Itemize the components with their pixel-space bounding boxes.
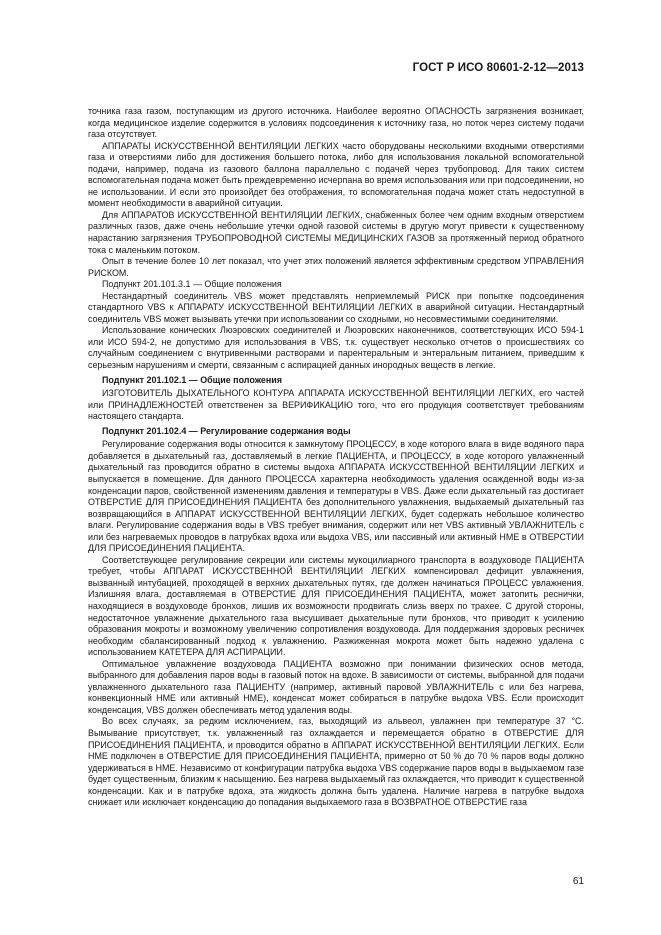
paragraph: ИЗГОТОВИТЕЛЬ ДЫХАТЕЛЬНОГО КОНТУРА АППАРАТА ИСКУССТВЕННОЙ ВЕНТИЛЯЦИИ ЛЕГКИХ, его частей или ПРИНАДЛЕЖНОСТЕЙ ответственен за ВЕРИФИКАЦИЮ того, что его продукция соответствует требованиям настоящего стандарта. [88, 388, 584, 422]
paragraph: Нестандартный соединитель VBS может представлять неприемлемый РИСК при попытке подсоединения стандартного VBS к АППАРАТУ ИСКУССТВЕННОЙ ВЕНТИЛЯЦИИ ЛЕГКИХ в аварийной ситуации. Нестандартный соединитель VBS может вызывать утечки при использовании со сходными, но несовместимыми соединителями. [88, 290, 584, 324]
page-number: 61 [572, 876, 584, 887]
paragraph: Использование конических Люэровских соединителей и Люэровских наконечников, соответствующих ИСО 594-1 или ИСО 594-2, не допустимо для использования в VBS, т.к. существует несколько отчетов о происшествиях со случайным соединением с внутривенными растворами и парентеральным и энтеральным питанием, приведшим к серьезным нарушениям и смерти, связанным с аспирацией данных инородных веществ в легкие. [88, 325, 584, 371]
document-header: ГОСТ Р ИСО 80601-2-12—2013 [412, 62, 584, 74]
subclause-heading: Подпункт 201.102.4 — Регулирование содержания воды [102, 425, 351, 436]
paragraph: Оптимальное увлажнение воздуховода ПАЦИЕНТА возможно при понимании физических основ метода, выбранного для добавления паров воды в газовый поток на вдохе. В зависимости от системы, выбранной для подачи увлажненного дыхательного газа ПАЦИЕНТУ (например, активный паровой УВЛАЖНИТЕЛЬ с или без нагрева, конвекционный HME или активный HME), конденсат может собираться в патрубке выдоха VBS. Если происходит конденсация, VBS должен обеспечивать метод удаления воды. [88, 658, 584, 715]
paragraph: Для АППАРАТОВ ИСКУССТВЕННОЙ ВЕНТИЛЯЦИИ ЛЕГКИХ, снабженных более чем одним входным отверстием различных газов, даже очень небольшие утечки одной газовой системы в другую могут привести к существенному нарастанию загрязнения ТРУБОПРОВОДНОЙ СИСТЕМЫ МЕДИЦИНСКИХ ГАЗОВ за протяженный период обратного тока с маленьким потоком. [88, 209, 584, 255]
paragraph: Опыт в течение более 10 лет показал, что учет этих положений является эффективным средством УПРАВЛЕНИЯ РИСКОМ. [88, 256, 584, 278]
paragraph: Соответствующее регулирование секреции или системы мукоцилиарного транспорта в воздуховоде ПАЦИЕНТА требует, чтобы АППАРАТ ИСКУССТВЕННОЙ ВЕНТИЛЯЦИИ ЛЕГКИХ компенсировал дефицит увлажнения, вызванный интубацией, проходящей в верхних дыхательных путях, где должен начинаться ПРОЦЕСС увлажнения. Излишняя влага, доставляемая в ОТВЕРСТИЕ ДЛЯ ПРИСОЕДИНЕНИЯ ПАЦИЕНТА, может затопить реснички, находящиеся в воздуховоде бронхов, лишив их возможности продвигать слизь вверх по трахее. С другой стороны, недостаточное увлажнение дыхательного газа высушивает дыхательные пути бронхов, что приводит к усилению образования мокроты и возможному увеличению сопротивления воздуховода. Для поддержания здоровых ресничек необходим сбалансированный подход к увлажнению. Разжиженная мокрота может быть надежно удалена с использованием КАТЕТЕРА ДЛЯ АСПИРАЦИИ. [88, 554, 584, 658]
paragraph-continuation: точника газа газом, поступающим из другого источника. Наиболее вероятно ОПАСНОСТЬ загрязнения возникает, когда медицинское изделие содержится в условиях подсоединения к источнику газа, но поток через систему подачи газа отсутствует. [88, 106, 584, 140]
paragraph: Регулирование содержания воды относится к замкнутому ПРОЦЕССУ, в ходе которого влага в виде водяного пара добавляется в дыхательный газ, доставляемый в легкие ПАЦИЕНТА, и ПРОЦЕССУ, в ходе которого увлажненный дыхательный газ проводится обратно в системы выдоха АППАРАТА ИСКУССТВЕННОЙ ВЕНТИЛЯЦИИ ЛЕГКИХ и выпускается в помещение. Для данного ПРОЦЕССА характерна необходимость удаления осажденной воды из-за конденсации паров, свойственной изменениям давления и температуры в VBS. Даже если дыхательный газ достигает ОТВЕРСТИЕ ДЛЯ ПРИСОЕДИНЕНИЯ ПАЦИЕНТА без дополнительного увлажнения, выдыхаемый дыхательный газ возвращающийся в АППАРАТ ИСКУССТВЕННОЙ ВЕНТИЛЯЦИИ ЛЕГКИХ, будет содержать небольшое количество влаги. Регулирование содержания воды в VBS требует внимания, содержит или нет VBS активный УВЛАЖНИТЕЛЬ с или без нагреваемых проводов в патрубках вдоха или выдоха VBS, или пассивный или активный HME в ОТВЕРСТИИ ДЛЯ ПРИСОЕДИНЕНИЯ ПАЦИЕНТА. [88, 439, 584, 554]
paragraph: Во всех случаях, за редким исключением, газ, выходящий из альвеол, увлажнен при температуре 37 °С. Вымывание присутствует, т.к. увлажненный газ охлаждается и перемещается обратно в ОТВЕРСТИЕ ДЛЯ ПРИСОЕДИНЕНИЯ ПАЦИЕНТА, и проводится обратно в АППАРАТ ИСКУССТВЕННОЙ ВЕНТИЛЯЦИИ ЛЕГКИХ. Если HME подключен в ОТВЕРСТИЕ ДЛЯ ПРИСОЕДИНЕНИЯ ПАЦИЕНТА, примерно от 50 % до 70 % паров воды должно удерживаться в HME. Независимо от конфигурации патрубка выдоха VBS содержание паров воды в выдыхаемом газе будет существенным, близким к насыщению. Без нагрева выдыхаемый газ охлаждается, что приводит к существенной конденсации. Как и в патрубке вдоха, эта жидкость должна быть удалена. Наличие нагрева в патрубке выдоха снижает или исключает конденсацию до попадания выдыхаемого газа в ВОЗВРАТНОЕ ОТВЕРСТИЕ газа [88, 716, 584, 808]
document-body [88, 106, 584, 809]
subclause-heading: Подпункт 201.102.1 — Общие положения [102, 374, 282, 385]
subclause-title: Подпункт 201.101.3.1 — Общие положения [102, 279, 282, 290]
paragraph: АППАРАТЫ ИСКУССТВЕННОЙ ВЕНТИЛЯЦИИ ЛЕГКИХ часто оборудованы несколькими входными отверстиями газа и отверстиями либо для достижения большего потока, либо для использования локальной вспомогательной подачи, например, подача из газового баллона параллельно с подачей через трубопровод. Для таких систем вспомогательная подача может быть преждевременно исчерпана во время использования или при подсоединении, но не использовании. И если это произойдет без отображения, то вспомогательная подача может стать недоступной в момент необходимости в аварийной ситуации. [88, 140, 584, 209]
